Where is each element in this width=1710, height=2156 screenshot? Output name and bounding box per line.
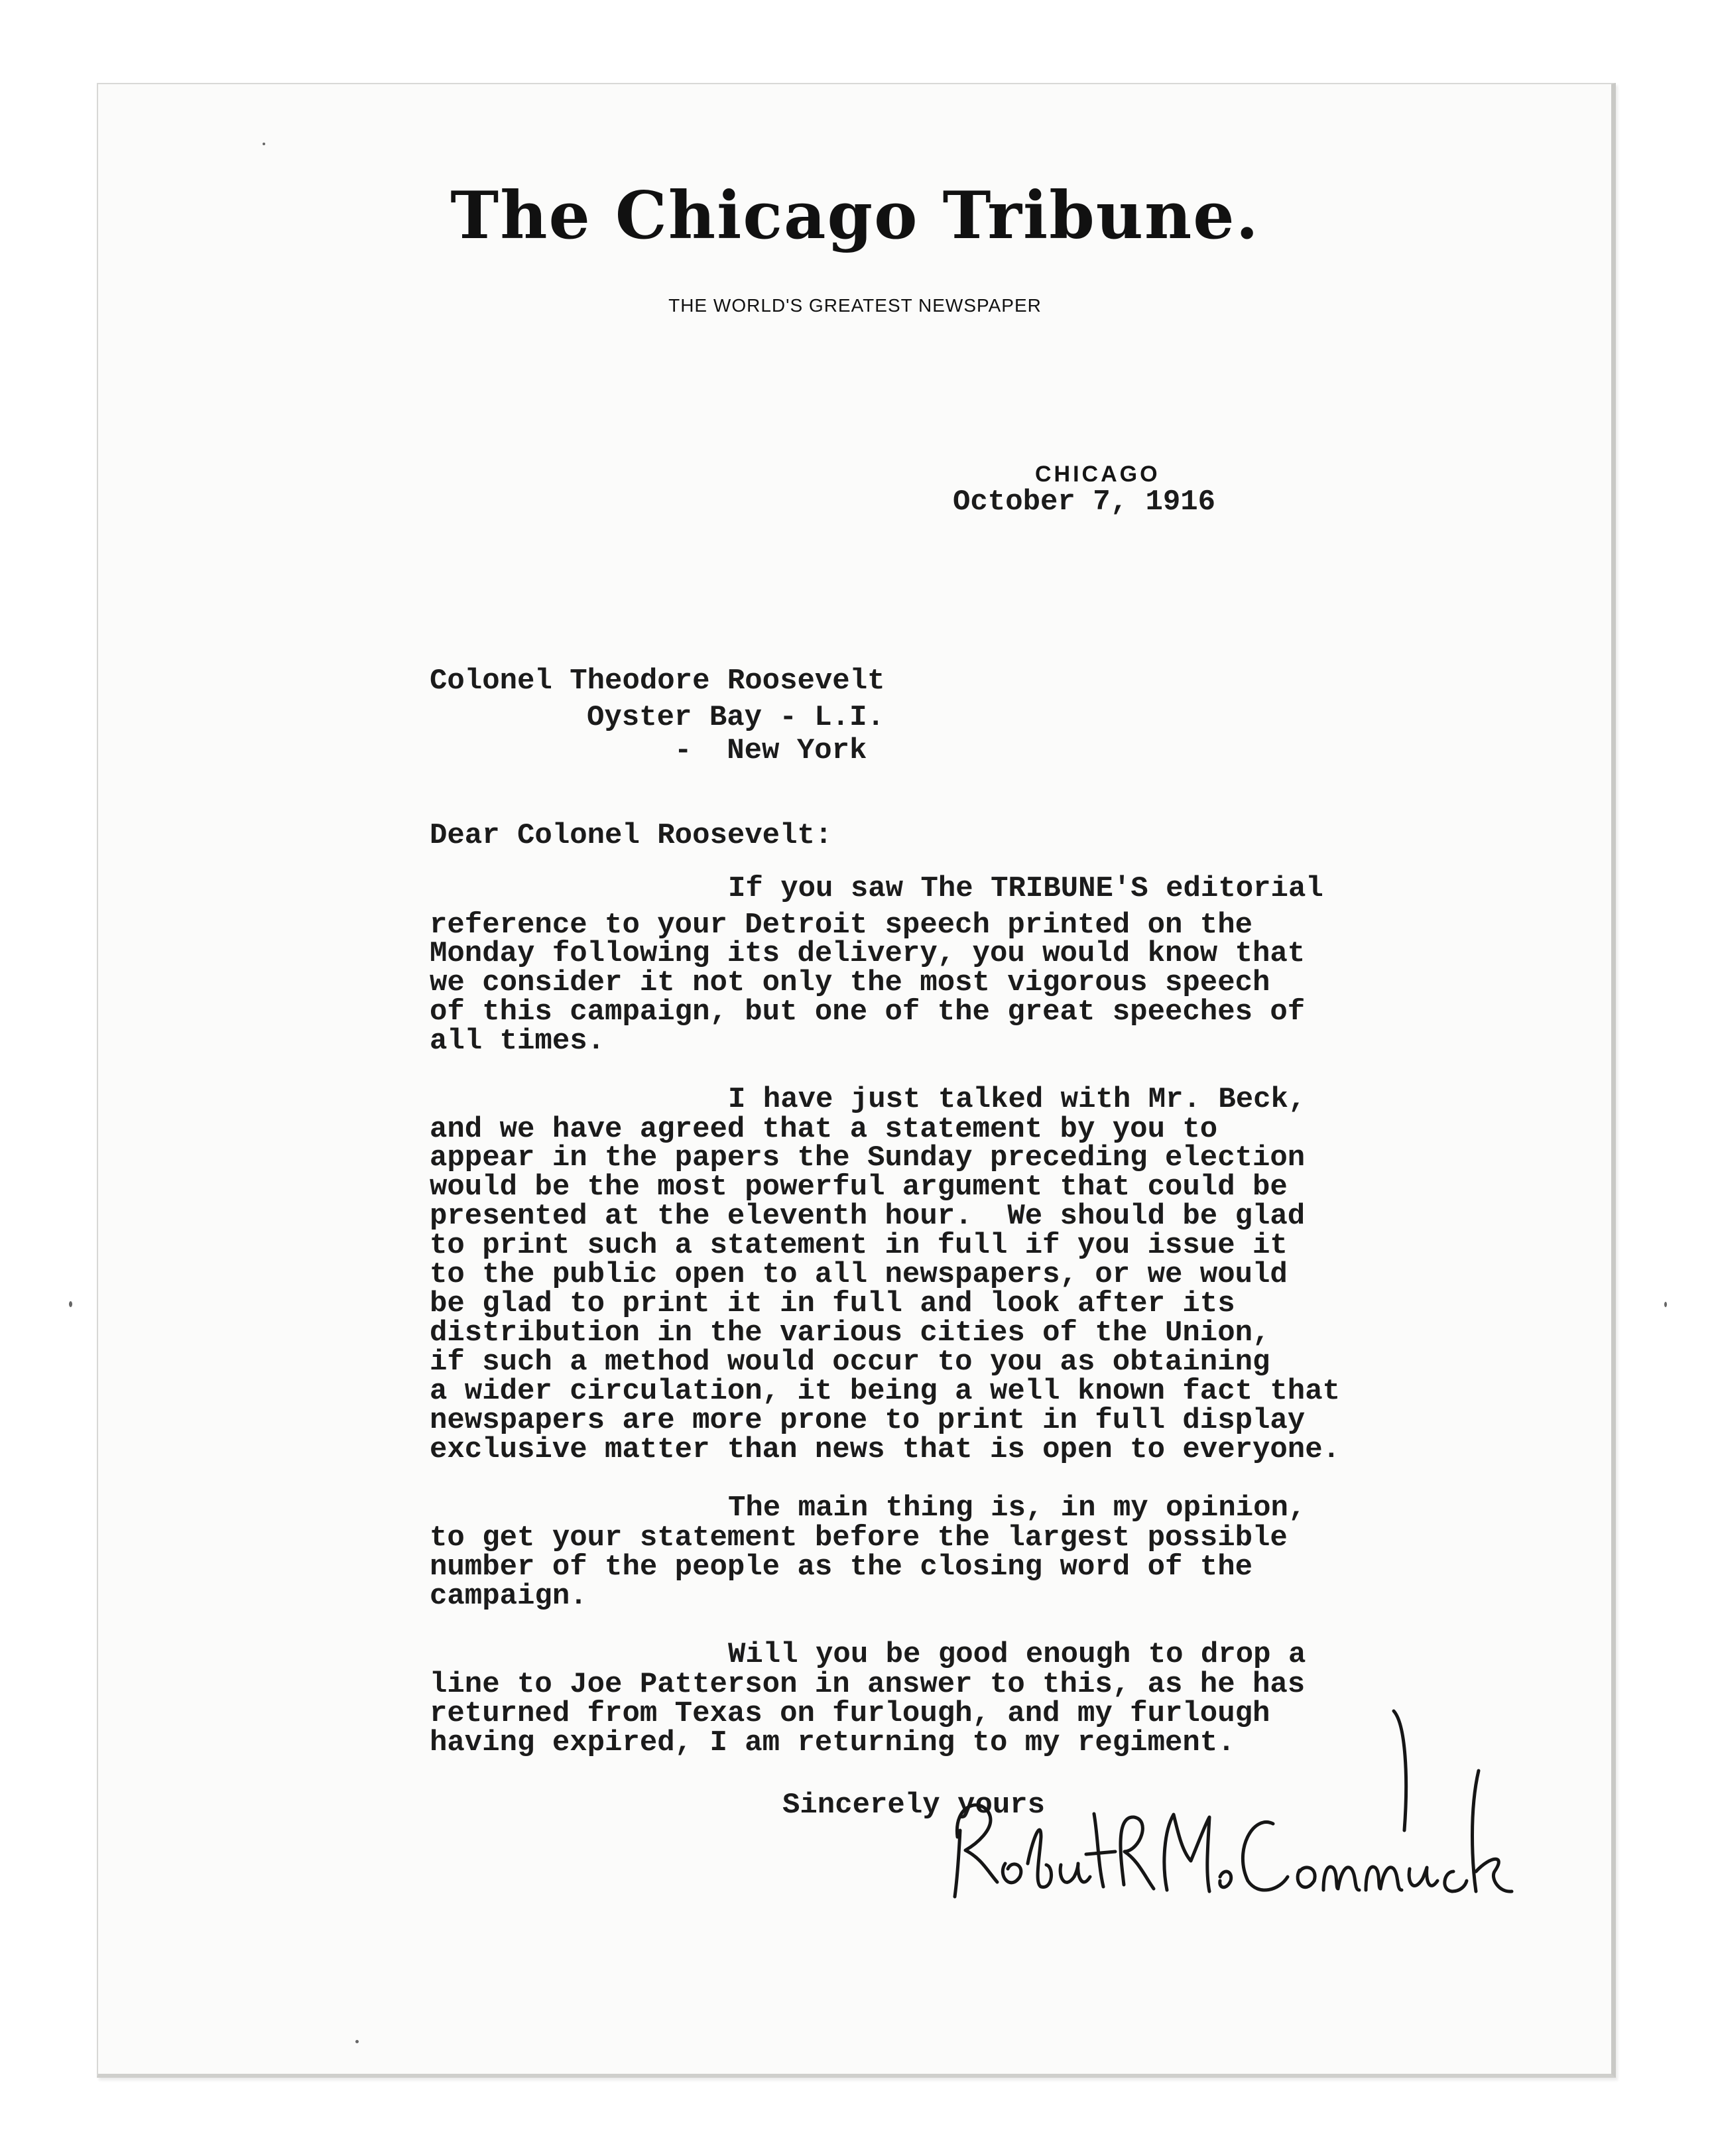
paragraph-1-line: If you saw The TRIBUNE'S editorial <box>728 872 1323 905</box>
paragraph-2-line: a wider circulation, it being a well known fact that <box>430 1375 1341 1408</box>
paragraph-2-line: distribution in the various cities of the Union, <box>430 1316 1270 1350</box>
addressee-state: - New York <box>674 734 867 767</box>
paper-speck <box>69 1301 72 1307</box>
addressee-town: Oyster Bay - L.I. <box>587 701 885 734</box>
handwritten-signature <box>942 1698 1538 1950</box>
paragraph-2-line: presented at the eleventh hour. We should be glad <box>430 1200 1306 1233</box>
paragraph-2-line: be glad to print it in full and look after its <box>430 1287 1235 1320</box>
paragraph-4-line: returned from Texas on furlough, and my furlough <box>430 1697 1270 1730</box>
dateline-city: CHICAGO <box>1035 462 1160 487</box>
paragraph-1-line: Monday following its delivery, you would know that <box>430 937 1306 970</box>
paragraph-1-line: we consider it not only the most vigorous speech <box>430 966 1270 999</box>
paragraph-4-line: having expired, I am returning to my regiment. <box>430 1726 1235 1759</box>
paper-speck <box>355 2040 359 2043</box>
closing: Sincerely yours <box>782 1789 1046 1822</box>
paragraph-2-line: I have just talked with Mr. Beck, <box>728 1083 1306 1116</box>
paragraph-2-line: and we have agreed that a statement by you to <box>430 1113 1218 1146</box>
salutation: Dear Colonel Roosevelt: <box>430 819 833 852</box>
paragraph-4-line: Will you be good enough to drop a <box>728 1638 1306 1671</box>
masthead-tagline: THE WORLD'S GREATEST NEWSPAPER <box>668 295 1042 316</box>
paper-speck <box>1664 1302 1667 1307</box>
paragraph-2-line: would be the most powerful argument that could be <box>430 1171 1288 1204</box>
addressee-name: Colonel Theodore Roosevelt <box>430 665 885 698</box>
paragraph-1-line: of this campaign, but one of the great speeches of <box>430 995 1306 1029</box>
paragraph-3-line: The main thing is, in my opinion, <box>728 1491 1306 1525</box>
letter-date: October 7, 1916 <box>953 485 1216 519</box>
paragraph-3-line: to get your statement before the largest possible <box>430 1521 1288 1554</box>
paragraph-2-line: exclusive matter than news that is open to everyone. <box>430 1433 1341 1466</box>
paragraph-2-line: appear in the papers the Sunday preceding election <box>430 1141 1306 1174</box>
paragraph-1-line: reference to your Detroit speech printed on the <box>430 909 1253 942</box>
newspaper-masthead: The Chicago Tribune. <box>450 178 1260 254</box>
paragraph-3-line: campaign. <box>430 1580 587 1613</box>
paragraph-2-line: if such a method would occur to you as obtaining <box>430 1346 1270 1379</box>
paragraph-2-line: to print such a statement in full if you issue it <box>430 1229 1288 1262</box>
paragraph-3-line: number of the people as the closing word of the <box>430 1551 1253 1584</box>
paragraph-1-line: all times. <box>430 1025 605 1058</box>
paper-speck <box>263 143 265 145</box>
paragraph-2-line: to the public open to all newspapers, or we would <box>430 1258 1288 1291</box>
paragraph-4-line: line to Joe Patterson in answer to this, as he has <box>430 1668 1306 1701</box>
paragraph-2-line: newspapers are more prone to print in full display <box>430 1404 1306 1437</box>
